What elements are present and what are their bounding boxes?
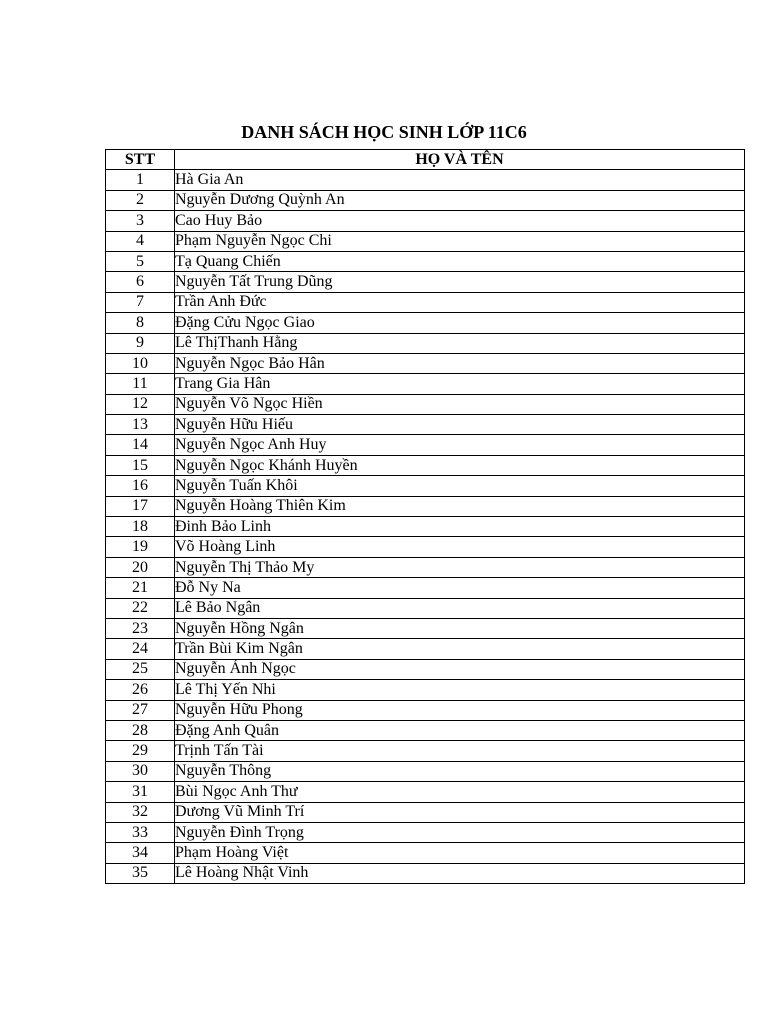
row-number: 35 — [106, 863, 175, 883]
row-number: 31 — [106, 782, 175, 802]
table-row — [106, 843, 745, 863]
table-row — [106, 455, 745, 475]
row-number: 15 — [106, 455, 175, 475]
row-number: 7 — [106, 292, 175, 312]
student-name: Lê Bảo Ngân — [175, 598, 745, 618]
table-row — [106, 578, 745, 598]
table-row — [106, 333, 745, 353]
table-row — [106, 190, 745, 210]
table-row — [106, 557, 745, 577]
table-row — [106, 496, 745, 516]
table-row — [106, 272, 745, 292]
row-number: 6 — [106, 272, 175, 292]
row-number: 16 — [106, 476, 175, 496]
student-name: Cao Huy Bảo — [175, 211, 745, 231]
student-name: Đặng Anh Quân — [175, 720, 745, 740]
table-row — [106, 659, 745, 679]
student-name: Nguyễn Ánh Ngọc — [175, 659, 745, 679]
table-row — [106, 170, 745, 190]
student-name: Nguyễn Hữu Phong — [175, 700, 745, 720]
row-number: 17 — [106, 496, 175, 516]
student-name: Trang Gia Hân — [175, 374, 745, 394]
row-number: 9 — [106, 333, 175, 353]
row-number: 32 — [106, 802, 175, 822]
student-name: Dương Vũ Minh Trí — [175, 802, 745, 822]
table-row — [106, 537, 745, 557]
student-name: Nguyễn Thông — [175, 761, 745, 781]
row-number: 24 — [106, 639, 175, 659]
page-title: DANH SÁCH HỌC SINH LỚP 11C6 — [241, 122, 527, 142]
row-number: 3 — [106, 211, 175, 231]
row-number: 11 — [106, 374, 175, 394]
row-number: 5 — [106, 251, 175, 271]
student-name: Nguyễn Ngọc Khánh Huyền — [175, 455, 745, 475]
table-row — [106, 761, 745, 781]
row-number: 29 — [106, 741, 175, 761]
row-number: 30 — [106, 761, 175, 781]
student-name: Đặng Cửu Ngọc Giao — [175, 313, 745, 333]
student-name: Nguyễn Dương Quỳnh An — [175, 190, 745, 210]
student-name: Tạ Quang Chiến — [175, 251, 745, 271]
student-name: Bùi Ngọc Anh Thư — [175, 782, 745, 802]
row-number: 14 — [106, 435, 175, 455]
table-row — [106, 374, 745, 394]
student-name: Hà Gia An — [175, 170, 745, 190]
table-row — [106, 863, 745, 883]
student-name: Nguyễn Hoàng Thiên Kim — [175, 496, 745, 516]
student-name: Đỗ Ny Na — [175, 578, 745, 598]
row-number: 4 — [106, 231, 175, 251]
table-row — [106, 639, 745, 659]
row-number: 10 — [106, 353, 175, 373]
student-name: Phạm Nguyễn Ngọc Chi — [175, 231, 745, 251]
table-row — [106, 782, 745, 802]
table-row — [106, 353, 745, 373]
table-body — [106, 170, 745, 884]
table-row — [106, 476, 745, 496]
row-number: 26 — [106, 680, 175, 700]
row-number: 2 — [106, 190, 175, 210]
student-name: Võ Hoàng Linh — [175, 537, 745, 557]
student-name: Nguyễn Ngọc Anh Huy — [175, 435, 745, 455]
row-number: 27 — [106, 700, 175, 720]
table-row — [106, 700, 745, 720]
student-table — [105, 149, 745, 884]
row-number: 28 — [106, 720, 175, 740]
row-number: 22 — [106, 598, 175, 618]
table-row — [106, 313, 745, 333]
row-number: 34 — [106, 843, 175, 863]
table-row — [106, 517, 745, 537]
student-name: Trần Anh Đức — [175, 292, 745, 312]
table-row — [106, 211, 745, 231]
table-row — [106, 802, 745, 822]
student-name: Đinh Bảo Linh — [175, 517, 745, 537]
table-row — [106, 435, 745, 455]
student-name: Nguyễn Tuấn Khôi — [175, 476, 745, 496]
row-number: 13 — [106, 415, 175, 435]
row-number: 8 — [106, 313, 175, 333]
student-name: Nguyễn Tất Trung Dũng — [175, 272, 745, 292]
student-name: Nguyễn Hồng Ngân — [175, 618, 745, 638]
table-row — [106, 680, 745, 700]
table-row — [106, 394, 745, 414]
table-row — [106, 251, 745, 271]
column-header-name: HỌ VÀ TÊN — [175, 150, 745, 170]
table-row — [106, 822, 745, 842]
row-number: 18 — [106, 517, 175, 537]
row-number: 20 — [106, 557, 175, 577]
table-row — [106, 720, 745, 740]
student-name: Nguyễn Ngọc Bảo Hân — [175, 353, 745, 373]
table-header-row — [106, 150, 745, 170]
student-name: Nguyễn Hữu Hiếu — [175, 415, 745, 435]
student-name: Phạm Hoàng Việt — [175, 843, 745, 863]
student-name: Lê Hoàng Nhật Vinh — [175, 863, 745, 883]
table-row — [106, 741, 745, 761]
row-number: 19 — [106, 537, 175, 557]
student-name: Nguyễn Đình Trọng — [175, 822, 745, 842]
student-name: Trần Bùi Kim Ngân — [175, 639, 745, 659]
column-header-stt: STT — [106, 150, 175, 170]
row-number: 1 — [106, 170, 175, 190]
student-name: Nguyễn Thị Thảo My — [175, 557, 745, 577]
student-name: Lê Thị Yến Nhi — [175, 680, 745, 700]
table-row — [106, 598, 745, 618]
table-row — [106, 292, 745, 312]
row-number: 21 — [106, 578, 175, 598]
student-name: Nguyễn Võ Ngọc Hiền — [175, 394, 745, 414]
table-row — [106, 618, 745, 638]
row-number: 12 — [106, 394, 175, 414]
student-name: Trịnh Tấn Tài — [175, 741, 745, 761]
table-row — [106, 231, 745, 251]
student-name: Lê ThịThanh Hằng — [175, 333, 745, 353]
row-number: 25 — [106, 659, 175, 679]
row-number: 33 — [106, 822, 175, 842]
row-number: 23 — [106, 618, 175, 638]
table-row — [106, 415, 745, 435]
